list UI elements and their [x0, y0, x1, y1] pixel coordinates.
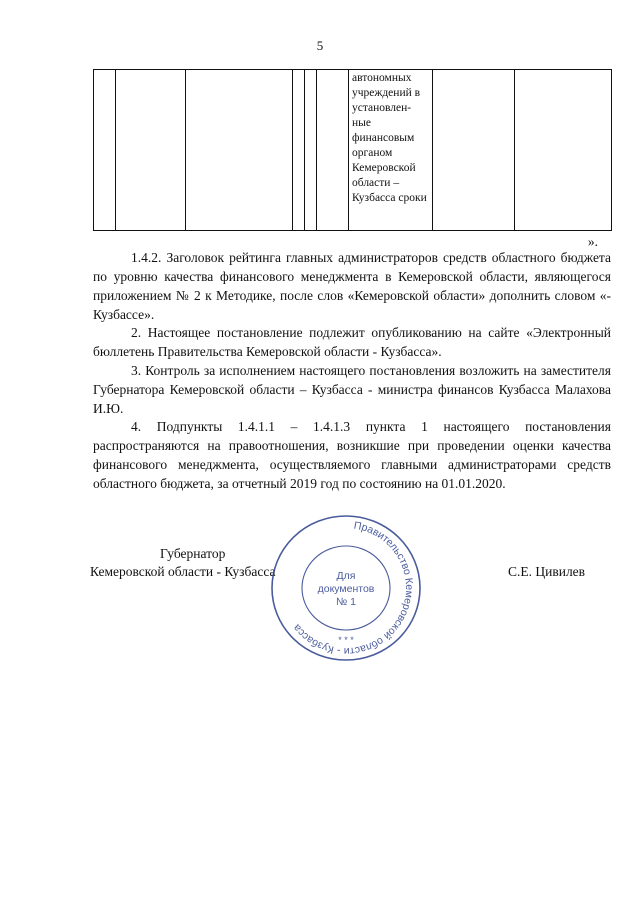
- table-cell: [116, 70, 186, 231]
- page-number: 5: [316, 38, 324, 53]
- table-cell: [186, 70, 293, 231]
- table-fragment: [93, 69, 612, 231]
- closing-quote: ».: [587, 234, 598, 249]
- stamp-ring-text: Правительство Кемеровской области - Кузбасса: [290, 519, 416, 658]
- official-stamp: [269, 513, 423, 663]
- signature-organization: Кемеровской области - Кузбасса: [90, 564, 276, 579]
- paragraph-1-4-2: 1.4.2. Заголовок рейтинга главных администраторов средств областного бюджета по уровню качества финансового менеджмента в Кемеровской области, являющегося приложением № 2 к Методике, после слов «Кемеровской области» дополнить словом «- Кузбассе».: [93, 250, 611, 322]
- paragraph-2: 2. Настоящее постановление подлежит опубликованию на сайте «Электронный бюллетень Правительства Кемеровской области - Кузбасса».: [93, 325, 611, 359]
- table-row: [94, 70, 612, 231]
- paragraph-3: 3. Контроль за исполнением настоящего постановления возложить на заместителя Губернатора Кемеровской области – Кузбасса - министра финансов Кузбасса Малахова И.Ю.: [93, 363, 611, 416]
- stamp-center-line: № 1: [335, 596, 357, 608]
- signature-name: С.Е. Цивилев: [508, 564, 586, 579]
- stamp-center-line: Для: [336, 570, 356, 582]
- table-cell: [293, 70, 305, 231]
- stamp-center-line: документов: [317, 583, 375, 595]
- paragraph-4: 4. Подпункты 1.4.1.1 – 1.4.1.3 пункта 1 настоящего постановления распространяются на правоотношения, возникшие при проведении оценки качества финансового менеджмента, осуществляемого главными администраторами средств областного бюджета, за отчетный 2019 год по состоянию на 01.01.2020.: [93, 419, 611, 491]
- table-cell: [433, 70, 515, 231]
- signature-title: Губернатор: [160, 546, 226, 561]
- table-cell-text: автономных учреждений в установлен-ные финансовым органом Кемеровской области – Кузбасса сроки: [349, 70, 433, 231]
- table-cell: [317, 70, 349, 231]
- table-cell: [94, 70, 116, 231]
- table-cell: [515, 70, 612, 231]
- table-cell: [305, 70, 317, 231]
- stamp-stars: * * *: [338, 635, 354, 645]
